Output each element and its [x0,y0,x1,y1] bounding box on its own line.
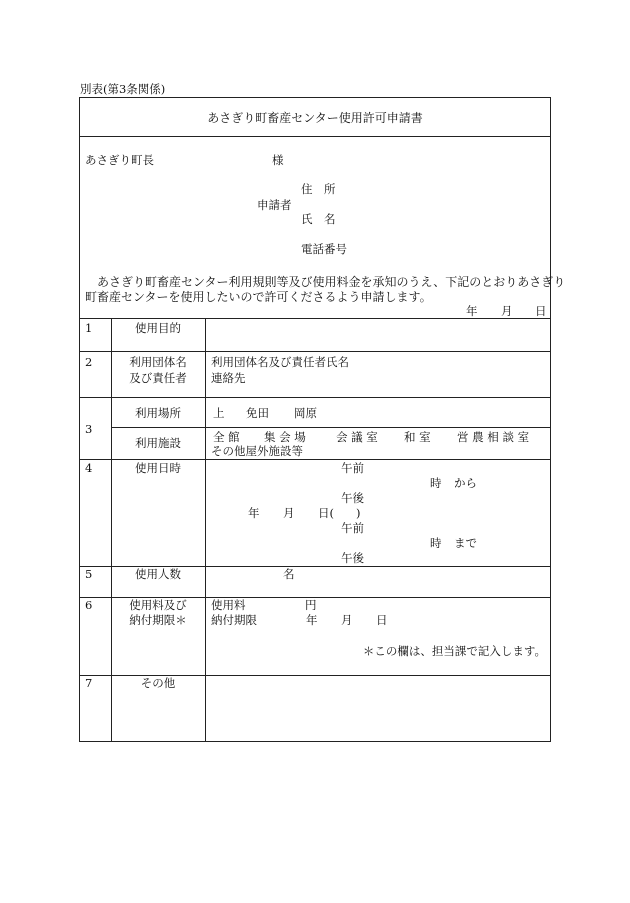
table-top-border [79,318,551,319]
request-text-line1: あさぎり町畜産センター利用規則等及び使用料金を承知のうえ、下記のとおりあさぎり [85,275,566,289]
use-date-day: 日( [318,506,334,520]
start-pm: 午後 [341,491,364,505]
row6-number: 6 [85,598,93,612]
row-divider-3 [79,459,551,460]
row3-facility-label: 利用施設 [135,436,181,450]
deadline-label: 納付期限 [211,613,257,627]
start-hour: 時 [430,476,442,490]
request-text-line2: 町畜産センターを使用したいので許可くださるよう申請します。 [85,290,432,304]
applicant-label: 申請者 [257,198,292,212]
title-divider [79,136,551,137]
facility-option-other: その他屋外施設等 [211,444,303,458]
frame-right-border [550,97,551,742]
frame-left-border [79,97,80,742]
end-hour: 時 [430,536,442,550]
appendix-note: 別表(第3条関係) [80,82,166,96]
frame-top-border [79,97,551,98]
place-option-kami: 上 [213,406,225,420]
row4-label: 使用日時 [135,461,181,475]
row3-number: 3 [85,422,93,436]
row5-number: 5 [85,567,93,581]
row5-label: 使用人数 [135,567,181,581]
row-divider-1 [79,351,551,352]
facility-option-conference-room: 会 議 室 [336,430,378,444]
use-date-paren-close: ) [356,506,361,520]
applicant-phone-label: 電話番号 [301,242,347,256]
end-until: まで [454,536,477,550]
row2-number: 2 [85,355,93,369]
row6-label-line1: 使用料及び [129,598,187,612]
people-unit: 名 [283,567,295,581]
row2-label-line1: 利用団体名 [129,355,187,369]
facility-option-all: 全 館 [213,430,240,444]
start-am: 午前 [341,461,364,475]
row6-label-line2: 納付期限＊ [129,613,187,627]
facility-option-meeting-hall: 集 会 場 [264,430,306,444]
deadline-year: 年 [306,613,318,627]
deadline-day: 日 [376,613,388,627]
facility-option-japanese-room: 和 室 [404,430,431,444]
column-divider-label [205,318,206,742]
applicant-name-label: 氏 名 [301,212,336,226]
row-divider-2 [79,397,551,398]
use-date-year: 年 [248,506,260,520]
row-divider-3-inner [111,427,551,428]
row3-place-label: 利用場所 [135,406,181,420]
row2-content-line1: 利用団体名及び責任者氏名 [211,355,349,369]
date-year: 年 [466,304,478,318]
row7-label: その他 [140,676,176,690]
end-pm: 午後 [341,551,364,565]
form-title: あさぎり町畜産センター使用許可申請書 [207,111,423,125]
row1-number: 1 [85,321,93,335]
row4-number: 4 [85,461,93,475]
use-date-month: 月 [283,506,295,520]
office-use-note: ＊この欄は、担当課で記入します。 [362,644,546,658]
date-day: 日 [535,304,547,318]
addressee-honorific: 様 [272,153,284,167]
frame-bottom-border [79,741,551,742]
addressee-name: あさぎり町長 [85,153,154,167]
facility-option-consultation-room: 営 農 相 談 室 [457,430,530,444]
row2-content-line2: 連絡先 [211,371,246,385]
place-option-menda: 免田 [246,406,269,420]
fee-label: 使用料 [211,598,246,612]
fee-yen: 円 [305,598,317,612]
end-am: 午前 [341,521,364,535]
row1-label: 使用目的 [135,321,181,335]
row2-label-line2: 及び責任者 [129,371,187,385]
date-month: 月 [501,304,513,318]
place-option-okahara: 岡原 [294,406,317,420]
deadline-month: 月 [341,613,353,627]
row7-number: 7 [85,676,93,690]
start-from: から [454,476,477,490]
applicant-address-label: 住 所 [301,182,336,196]
